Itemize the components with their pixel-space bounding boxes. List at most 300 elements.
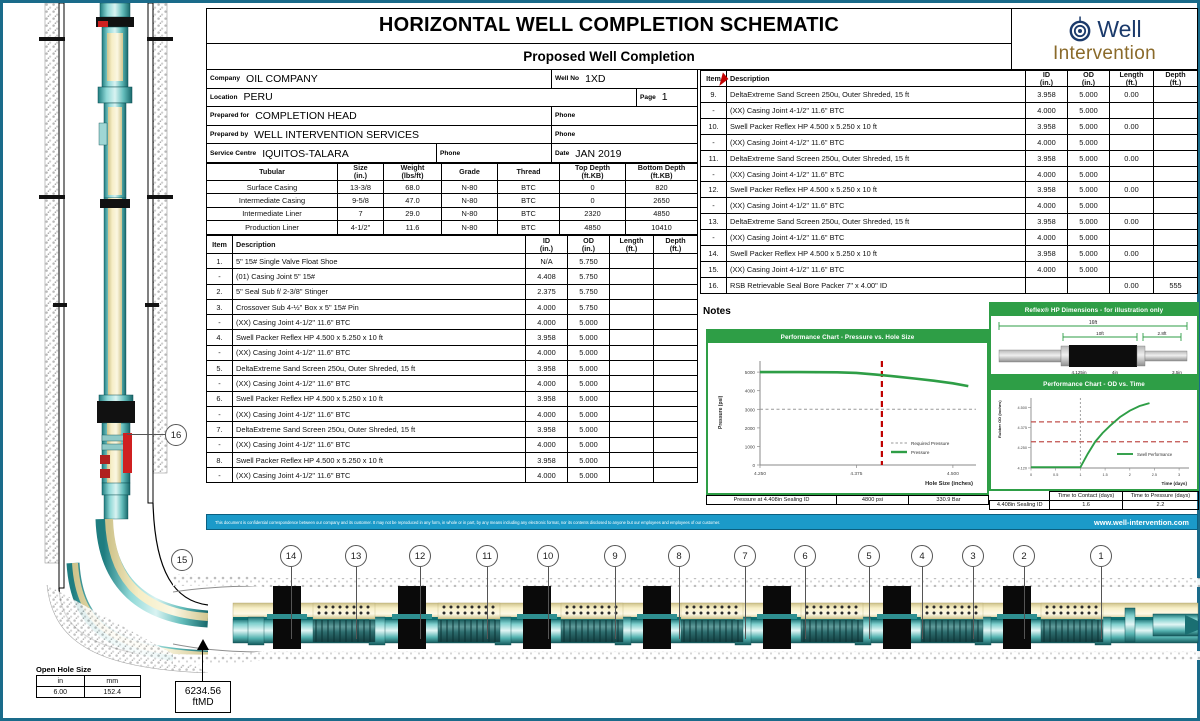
company-label: Company [210,75,241,83]
item-cell [1154,150,1198,166]
tubular-header-cell: Size (in.) [338,164,384,181]
item-cell: 13. [701,214,727,230]
item-cell: (XX) Casing Joint 4-1/2" 11.6" BTC [727,261,1026,277]
balloon-callout-9[interactable]: 9 [604,545,626,567]
item-cell [610,284,654,299]
balloon-callout-7[interactable]: 7 [734,545,756,567]
item-cell [654,269,698,284]
tubular-cell: 2320 [560,207,626,220]
item-cell [1154,261,1198,277]
chart2-footer-label: 4.408in Sealing ID [990,501,1050,510]
chart1-title: Performance Chart - Pressure vs. Hole Size [708,331,987,343]
item-cell [654,330,698,345]
reflex-hp-dimensions-panel [989,302,1199,376]
item-cell: 9. [701,87,727,103]
measured-depth-callout [175,681,231,713]
balloon-callout-13[interactable]: 13 [345,545,367,567]
service-centre-value: IQUITOS-TALARA [262,147,349,160]
item-cell: 4. [207,330,233,345]
table-row [207,315,698,330]
balloon-callout-12[interactable]: 12 [409,545,431,567]
chart2-ytick: 4.250 [1017,445,1027,450]
company-url[interactable]: www.well-intervention.com [1094,517,1189,527]
chart1-ytick: 0 [752,463,755,468]
balloon-stem [805,567,806,639]
item-cell: 5.000 [1068,198,1110,214]
confidentiality-text: This document is confidential correspondence between our company and its customer. It may not be reproduced in any form, in whole or in part, by any means including any electronic format, nor its contents disclosed to anyone but our employees and employees of our customer. [215,519,721,525]
tubular-cell: 0 [560,181,626,194]
balloon-stem [1101,567,1102,639]
item-cell: RSB Retrievable Seal Bore Packer 7" x 4.00" ID [727,277,1026,293]
item-cell [1154,198,1198,214]
page-label: Page [640,93,656,101]
date-value: JAN 2019 [575,147,622,160]
item-cell: 5.000 [568,361,610,376]
chart2-ylabel: Rubber OD (inches) [997,400,1002,438]
item-cell [654,452,698,467]
tubular-cell: Surface Casing [207,181,338,194]
dim-mid-diameter-label: 4in [1111,370,1119,375]
item-cell [610,361,654,376]
chart2-col1-value: 1.6 [1050,501,1123,510]
hole-size-value-in: 6.00 [37,687,85,698]
item-cell: 5.000 [1068,230,1110,246]
prepared-for-label: Prepared for [210,112,250,120]
item-cell: Swell Packer Reflex HP 4.500 x 5.250 x 10 ft [727,182,1026,198]
balloon-callout-3[interactable]: 3 [962,545,984,567]
tubular-cell: 47.0 [384,194,442,207]
table-row [207,376,698,391]
chart2-legend-swell: Swell Performance [1137,452,1173,457]
item-cell [1110,230,1154,246]
item-cell: 16. [701,277,727,293]
tubular-cell: BTC [498,181,560,194]
chart1-ylabel: Pressure (psi) [718,395,724,429]
item-header-cell: Length (ft.) [1110,71,1154,87]
item-cell: Swell Packer Reflex HP 4.500 x 5.250 x 10 ft [233,330,526,345]
table-row [207,391,698,406]
balloon-callout-15[interactable]: 15 [171,549,193,571]
location-value: PERU [243,91,273,104]
item-cell [610,315,654,330]
table-row [207,269,698,284]
balloon-callout-1[interactable]: 1 [1090,545,1112,567]
item-header-cell: ID (in.) [526,236,568,254]
table-row [207,345,698,360]
info-row-location [207,89,697,108]
balloon-stem [973,567,974,639]
tubular-cell: N-80 [442,207,498,220]
item-header-cell: Item [701,71,727,87]
tubular-cell: N-80 [442,221,498,234]
title-text-group [207,9,1012,69]
item-cell: DeltaExtreme Sand Screen 250u, Outer Shreded, 15 ft [233,422,526,437]
item-cell: 5.000 [1068,214,1110,230]
item-cell: 11. [701,150,727,166]
md-unit: ftMD [192,697,214,708]
item-cell: 4.000 [1026,134,1068,150]
item-cell: 3.958 [1026,246,1068,262]
item-header-cell: Depth (ft.) [1154,71,1198,87]
item-cell: 0.00 [1110,214,1154,230]
item-header-row [207,236,698,254]
chart2-xtick: 0 [1029,473,1033,477]
table-row [207,361,698,376]
item-cell: 4.000 [526,315,568,330]
item-header-cell: Length (ft.) [610,236,654,254]
item-cell: (XX) Casing Joint 4-1/2" 11.6" BTC [727,198,1026,214]
item-cell: - [701,230,727,246]
item-cell: 3. [207,299,233,314]
item-cell: 5.000 [568,315,610,330]
table-row [701,230,1198,246]
item-cell: 3.958 [1026,182,1068,198]
hole-size-header-mm: mm [84,676,141,687]
item-cell: - [701,198,727,214]
chart2-plot [991,390,1197,488]
item-cell: 5.000 [568,406,610,421]
item-cell [1154,166,1198,182]
item-cell: 5. [207,361,233,376]
item-cell: 14. [701,246,727,262]
table-row [701,198,1198,214]
chart2-col2-value: 2.2 [1122,501,1198,510]
item-cell: 4.000 [526,437,568,452]
item-cell: 5.000 [1068,150,1110,166]
item-cell: - [207,345,233,360]
table-row [701,150,1198,166]
table-row [207,406,698,421]
balloon-callout-5[interactable]: 5 [858,545,880,567]
info-row-company [207,70,697,89]
item-cell: 3.958 [526,361,568,376]
dim-overall-label: 16ft [1088,320,1098,326]
chart1-xlabel: Hole Size (inches) [925,481,973,487]
item-cell: (XX) Casing Joint 4-1/2" 11.6" BTC [727,103,1026,119]
open-hole-size-table [36,675,141,698]
balloon-callout-6[interactable]: 6 [794,545,816,567]
item-cell [610,345,654,360]
item-cell: 5.000 [568,437,610,452]
chart1-footer [706,495,989,509]
item-cell [654,437,698,452]
tubular-cell: 0 [560,194,626,207]
table-row [207,284,698,299]
balloon-callout-10[interactable]: 10 [537,545,559,567]
item-cell [610,254,654,269]
item-cell: (XX) Casing Joint 4-1/2" 11.6" BTC [727,166,1026,182]
balloon-callout-4[interactable]: 4 [911,545,933,567]
chart1-legend-required: Required Pressure [911,441,950,446]
tubular-header-cell: Top Depth (ft.KB) [560,164,626,181]
item-cell: 5.000 [568,376,610,391]
item-cell: - [207,437,233,452]
item-cell: 3.958 [526,452,568,467]
balloon-stem [487,567,488,639]
item-cell: 5.750 [568,284,610,299]
item-cell: 3.958 [526,422,568,437]
item-cell: 5.000 [1068,166,1110,182]
chart2-title: Performance Chart - OD vs. Time [991,378,1197,390]
chart2-xtick: 0.5 [1053,473,1059,477]
prepared-by-value: WELL INTERVENTION SERVICES [254,128,420,141]
info-row-prepared-by [207,126,697,145]
item-header-cell: OD (in.) [568,236,610,254]
company-value: OIL COMPANY [246,72,318,85]
table-row [701,277,1198,293]
tubular-header-cell: Bottom Depth (ft.KB) [626,164,698,181]
item-cell: Swell Packer Reflex HP 4.500 x 5.250 x 10 ft [233,452,526,467]
item-cell: 0.00 [1110,87,1154,103]
item-cell: (XX) Casing Joint 4-1/2" 11.6" BTC [233,315,526,330]
item-cell [654,299,698,314]
table-row [701,166,1198,182]
balloon-callout-8[interactable]: 8 [668,545,690,567]
info-row-service-centre [207,144,697,163]
tubular-header-cell: Thread [498,164,560,181]
item-cell: 5" Seal Sub f/ 2-3/8" Stinger [233,284,526,299]
table-row [207,422,698,437]
item-cell: (XX) Casing Joint 4-1/2" 11.6" BTC [233,406,526,421]
drawing-title-row [207,9,1011,44]
table-row [207,299,698,314]
date-label: Date [555,150,570,158]
item-cell [610,391,654,406]
item-cell: 4.000 [1026,230,1068,246]
tubular-cell: 13-3/8 [338,181,384,194]
notes-label: Notes [703,306,731,317]
item-cell [610,330,654,345]
tubular-cell: Production Liner [207,221,338,234]
item-cell: 15. [701,261,727,277]
title-block [206,8,1198,70]
dim-panel-title: Reflex® HP Dimensions - for illustration only [991,304,1197,316]
item-cell [1154,134,1198,150]
item-cell: 4.000 [1026,103,1068,119]
table-row [207,437,698,452]
item-cell: N/A [526,254,568,269]
balloon-stem [1024,567,1025,639]
item-cell: 5.000 [568,345,610,360]
item-header-cell: Item [207,236,233,254]
balloon-stem [127,434,165,435]
logo-word-well: Well [1097,15,1142,42]
item-header-cell: Description [233,236,526,254]
item-cell [1154,87,1198,103]
item-cell: - [701,166,727,182]
chart1-xtick: 4.375 [850,472,863,477]
tubular-table [206,163,698,235]
item-cell [610,437,654,452]
tubular-header-cell: Weight (lbs/ft) [384,164,442,181]
dim-mid-label: 10ft [1096,331,1104,336]
target-logo-icon [1067,16,1093,42]
item-cell: 10. [701,118,727,134]
tubular-cell: N-80 [442,194,498,207]
item-cell: DeltaExtreme Sand Screen 250u, Outer Shreded, 15 ft [727,87,1026,103]
item-cell: 4.000 [526,376,568,391]
info-row-prepared-for [207,107,697,126]
tubular-header-row [207,164,698,181]
item-cell: Swell Packer Reflex HP 4.500 x 5.250 x 10 ft [727,246,1026,262]
page-value: 1 [661,91,668,104]
table-row [701,118,1198,134]
balloon-callout-16[interactable]: 16 [165,424,187,446]
item-cell [610,422,654,437]
item-cell [610,452,654,467]
item-cell: 5.000 [1068,103,1110,119]
item-cell [1154,214,1198,230]
tubular-cell: 4850 [560,221,626,234]
item-cell: 555 [1154,277,1198,293]
item-cell [610,406,654,421]
item-cell: 0.00 [1110,118,1154,134]
table-row [701,214,1198,230]
chart1-footer-label: Pressure at 4.408in Sealing ID [707,496,837,505]
table-row [207,254,698,269]
tubular-cell: 10410 [626,221,698,234]
location-label: Location [210,93,238,101]
item-cell: 6. [207,391,233,406]
tubular-cell: N-80 [442,181,498,194]
balloon-stem [548,567,549,639]
item-cell: 5.000 [1068,246,1110,262]
table-row [701,134,1198,150]
balloon-callout-2[interactable]: 2 [1013,545,1035,567]
item-header-cell: Description [727,71,1026,87]
tubular-header-cell: Tubular [207,164,338,181]
logo-word-intervention: Intervention [1053,42,1156,64]
item-cell: 5.750 [568,269,610,284]
chart2-xtick: 1 [1079,473,1082,477]
tubular-cell: 11.6 [384,221,442,234]
balloon-stem [420,567,421,639]
chart1-plot [708,343,987,489]
chart1-xtick: 4.500 [946,472,959,477]
item-cell [654,468,698,483]
chart1-footer-bar: 330.9 Bar [909,496,989,505]
chart2-ytick: 4.375 [1017,426,1027,430]
phone-label-2: Phone [555,131,576,139]
item-cell: DeltaExtreme Sand Screen 250u, Outer Shreded, 15 ft [727,214,1026,230]
component-table-left [206,235,698,483]
item-cell: 5.750 [568,299,610,314]
item-cell: (01) Casing Joint 5" 15# [233,269,526,284]
tubular-cell: 2650 [626,194,698,207]
tubular-cell: 29.0 [384,207,442,220]
chart1-ytick: 4000 [744,388,755,394]
item-cell: 4.000 [1026,198,1068,214]
item-cell [610,269,654,284]
item-cell: - [701,134,727,150]
item-cell: 3.958 [1026,150,1068,166]
item-cell [654,254,698,269]
item-cell: 4.000 [1026,261,1068,277]
item-cell [1110,166,1154,182]
chart2-ytick: 4.120 [1017,466,1027,471]
table-row [701,182,1198,198]
item-cell [654,345,698,360]
item-cell: 8. [207,452,233,467]
drawing-title: HORIZONTAL WELL COMPLETION SCHEMATIC [378,14,840,37]
table-row [701,103,1198,119]
chart1-ytick: 3000 [744,407,755,413]
balloon-stem [869,567,870,639]
item-cell [1068,277,1110,293]
item-cell: 4.000 [1026,166,1068,182]
balloon-stem [356,567,357,639]
chart2-ytick: 4.500 [1017,406,1027,411]
balloon-stem [679,567,680,639]
item-cell: 0.00 [1110,277,1154,293]
item-cell [610,376,654,391]
item-cell: 5.000 [1068,118,1110,134]
table-row [207,330,698,345]
item-cell: 5.000 [568,468,610,483]
chart2-xtick: 2 [1128,473,1131,477]
item-cell: - [701,103,727,119]
item-cell: - [207,406,233,421]
balloon-callout-14[interactable]: 14 [280,545,302,567]
item-cell [1110,198,1154,214]
component-table-right [700,70,1198,294]
item-header-cell: Depth (ft.) [654,236,698,254]
prepared-by-label: Prepared by [210,131,249,139]
item-cell: 4.000 [526,406,568,421]
phone-label-1: Phone [555,112,576,120]
balloon-callout-11[interactable]: 11 [476,545,498,567]
chart2-xtick: 1.5 [1102,473,1108,477]
item-cell: 5.750 [568,254,610,269]
balloon-stem [615,567,616,639]
open-hole-size-caption: Open Hole Size [36,665,92,674]
prepared-for-value: COMPLETION HEAD [255,109,357,122]
item-cell: - [207,376,233,391]
item-cell: DeltaExtreme Sand Screen 250u, Outer Shreded, 15 ft [727,150,1026,166]
project-info-block [206,70,698,163]
tubular-cell: 9-5/8 [338,194,384,207]
item-cell: 3.958 [1026,87,1068,103]
item-cell [654,376,698,391]
item-cell: 5.000 [568,452,610,467]
item-cell [1026,277,1068,293]
item-cell [610,299,654,314]
item-cell [1110,134,1154,150]
chart2-xtick: 3 [1178,473,1181,477]
item-cell: 5.000 [568,391,610,406]
item-cell: (XX) Casing Joint 4-1/2" 11.6" BTC [233,468,526,483]
od-vs-time-chart [989,376,1199,491]
item-cell: (XX) Casing Joint 4-1/2" 11.6" BTC [727,134,1026,150]
item-cell [654,284,698,299]
hole-size-header-row [37,676,141,687]
tubular-cell: BTC [498,207,560,220]
item-cell: (XX) Casing Joint 4-1/2" 11.6" BTC [233,437,526,452]
company-logo [1012,9,1197,69]
item-cell: Swell Packer Reflex HP 4.500 x 5.250 x 10 ft [233,391,526,406]
item-cell: 3.958 [1026,214,1068,230]
item-cell [1110,261,1154,277]
tubular-cell: BTC [498,221,560,234]
item-cell [654,315,698,330]
item-cell: 5.000 [1068,182,1110,198]
pressure-vs-hole-size-chart [706,329,989,495]
chart2-xlabel: Time (days) [1161,481,1187,486]
item-cell: DeltaExtreme Sand Screen 250u, Outer Shreded, 15 ft [233,361,526,376]
table-row [207,207,698,220]
item-cell: 3.958 [526,391,568,406]
dim-right-label: 2.8ft [1157,331,1167,336]
